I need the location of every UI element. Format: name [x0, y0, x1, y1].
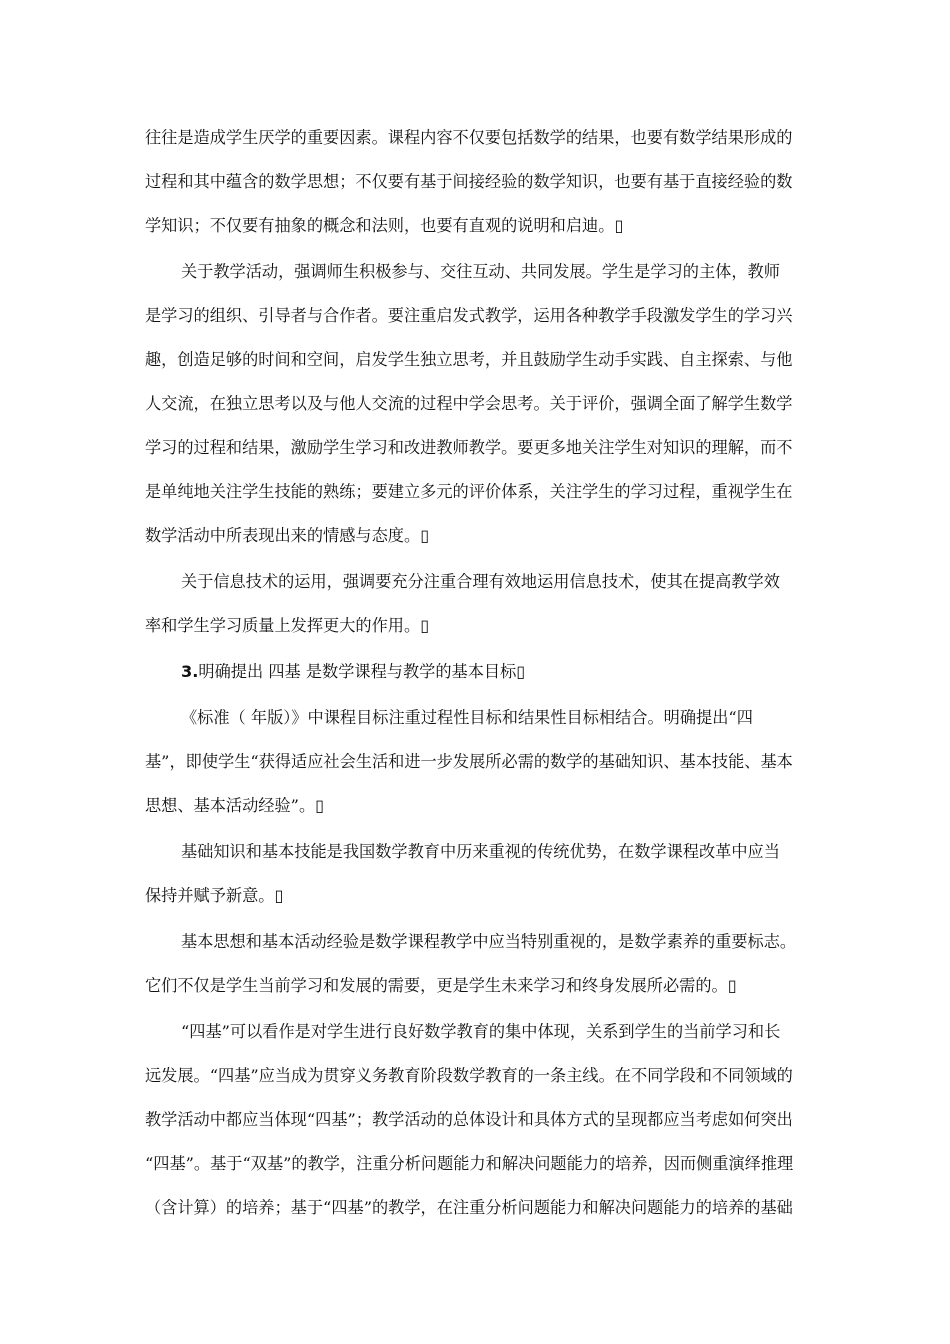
- text-line: 率和学生学习质量上发挥更大的作用。▯: [145, 616, 430, 635]
- text-line: 保持并赋予新意。▯: [145, 886, 284, 905]
- text-line: 趣，创造足够的时间和空间，启发学生独立思考，并且鼓励学生动手实践、自主探索、与他: [145, 350, 793, 369]
- heading-number: 3.: [181, 662, 199, 681]
- text-line: 往往是造成学生厌学的重要因素。课程内容不仅要包括数学的结果，也要有数学结果形成的: [145, 128, 793, 147]
- text-line: 学知识；不仅要有抽象的概念和法则，也要有直观的说明和启迪。▯: [145, 216, 624, 235]
- text-line: “四基”。基于“双基”的教学，注重分析问题能力和解决问题能力的培养，因而侧重演绎推理: [145, 1154, 794, 1173]
- paragraph-mark: ▯: [274, 886, 284, 905]
- text-line: 是学习的组织、引导者与合作者。要注重启发式教学，运用各种教学手段激发学生的学习兴: [145, 306, 793, 325]
- paragraph-mark: ▯: [614, 216, 624, 235]
- text-line: 关于教学活动，强调师生积极参与、交往互动、共同发展。学生是学习的主体，教师: [181, 262, 780, 281]
- text-line: 数学活动中所表现出来的情感与态度。▯: [145, 526, 430, 545]
- paragraph-mark: ▯: [727, 976, 737, 995]
- text-line: 基”，即使学生“获得适应社会生活和进一步发展所必需的数学的基础知识、基本技能、基本: [145, 752, 793, 771]
- text-line: 关于信息技术的运用，强调要充分注重合理有效地运用信息技术，使其在提高教学效: [181, 572, 780, 591]
- section-heading: 3.明确提出 四基 是数学课程与教学的基本目标▯: [181, 662, 526, 681]
- paragraph-mark: ▯: [420, 526, 430, 545]
- paragraph-mark: ▯: [420, 616, 430, 635]
- paragraph-mark: ▯: [516, 662, 526, 681]
- text-line: 人交流，在独立思考以及与他人交流的过程中学会思考。关于评价，强调全面了解学生数学: [145, 394, 793, 413]
- text-line: 基本思想和基本活动经验是数学课程教学中应当特别重视的，是数学素养的重要标志。: [181, 932, 797, 951]
- paragraph-mark: ▯: [315, 796, 325, 815]
- text-line: （含计算）的培养；基于“四基”的教学，在注重分析问题能力和解决问题能力的培养的基础: [145, 1198, 793, 1217]
- text-line: 是单纯地关注学生技能的熟练；要建立多元的评价体系，关注学生的学习过程，重视学生在: [145, 482, 793, 501]
- text-line: 基础知识和基本技能是我国数学教育中历来重视的传统优势，在数学课程改革中应当: [181, 842, 780, 861]
- text-line: 思想、基本活动经验”。▯: [145, 796, 325, 815]
- text-line: 它们不仅是学生当前学习和发展的需要，更是学生未来学习和终身发展所必需的。▯: [145, 976, 737, 995]
- text-line: 学习的过程和结果，激励学生学习和改进教师教学。要更多地关注学生对知识的理解，而不: [145, 438, 793, 457]
- text-line: 远发展。“四基”应当成为贯穿义务教育阶段数学教育的一条主线。在不同学段和不同领域的: [145, 1066, 793, 1085]
- text-line: 过程和其中蕴含的数学思想；不仅要有基于间接经验的数学知识，也要有基于直接经验的数: [145, 172, 793, 191]
- text-line: “四基”可以看作是对学生进行良好数学教育的集中体现，关系到学生的当前学习和长: [181, 1022, 781, 1041]
- text-line: 《标准（ 年版）》中课程目标注重过程性目标和结果性目标相结合。明确提出“四: [181, 708, 753, 727]
- text-line: 教学活动中都应当体现“四基”；教学活动的总体设计和具体方式的呈现都应当考虑如何突出: [145, 1110, 793, 1129]
